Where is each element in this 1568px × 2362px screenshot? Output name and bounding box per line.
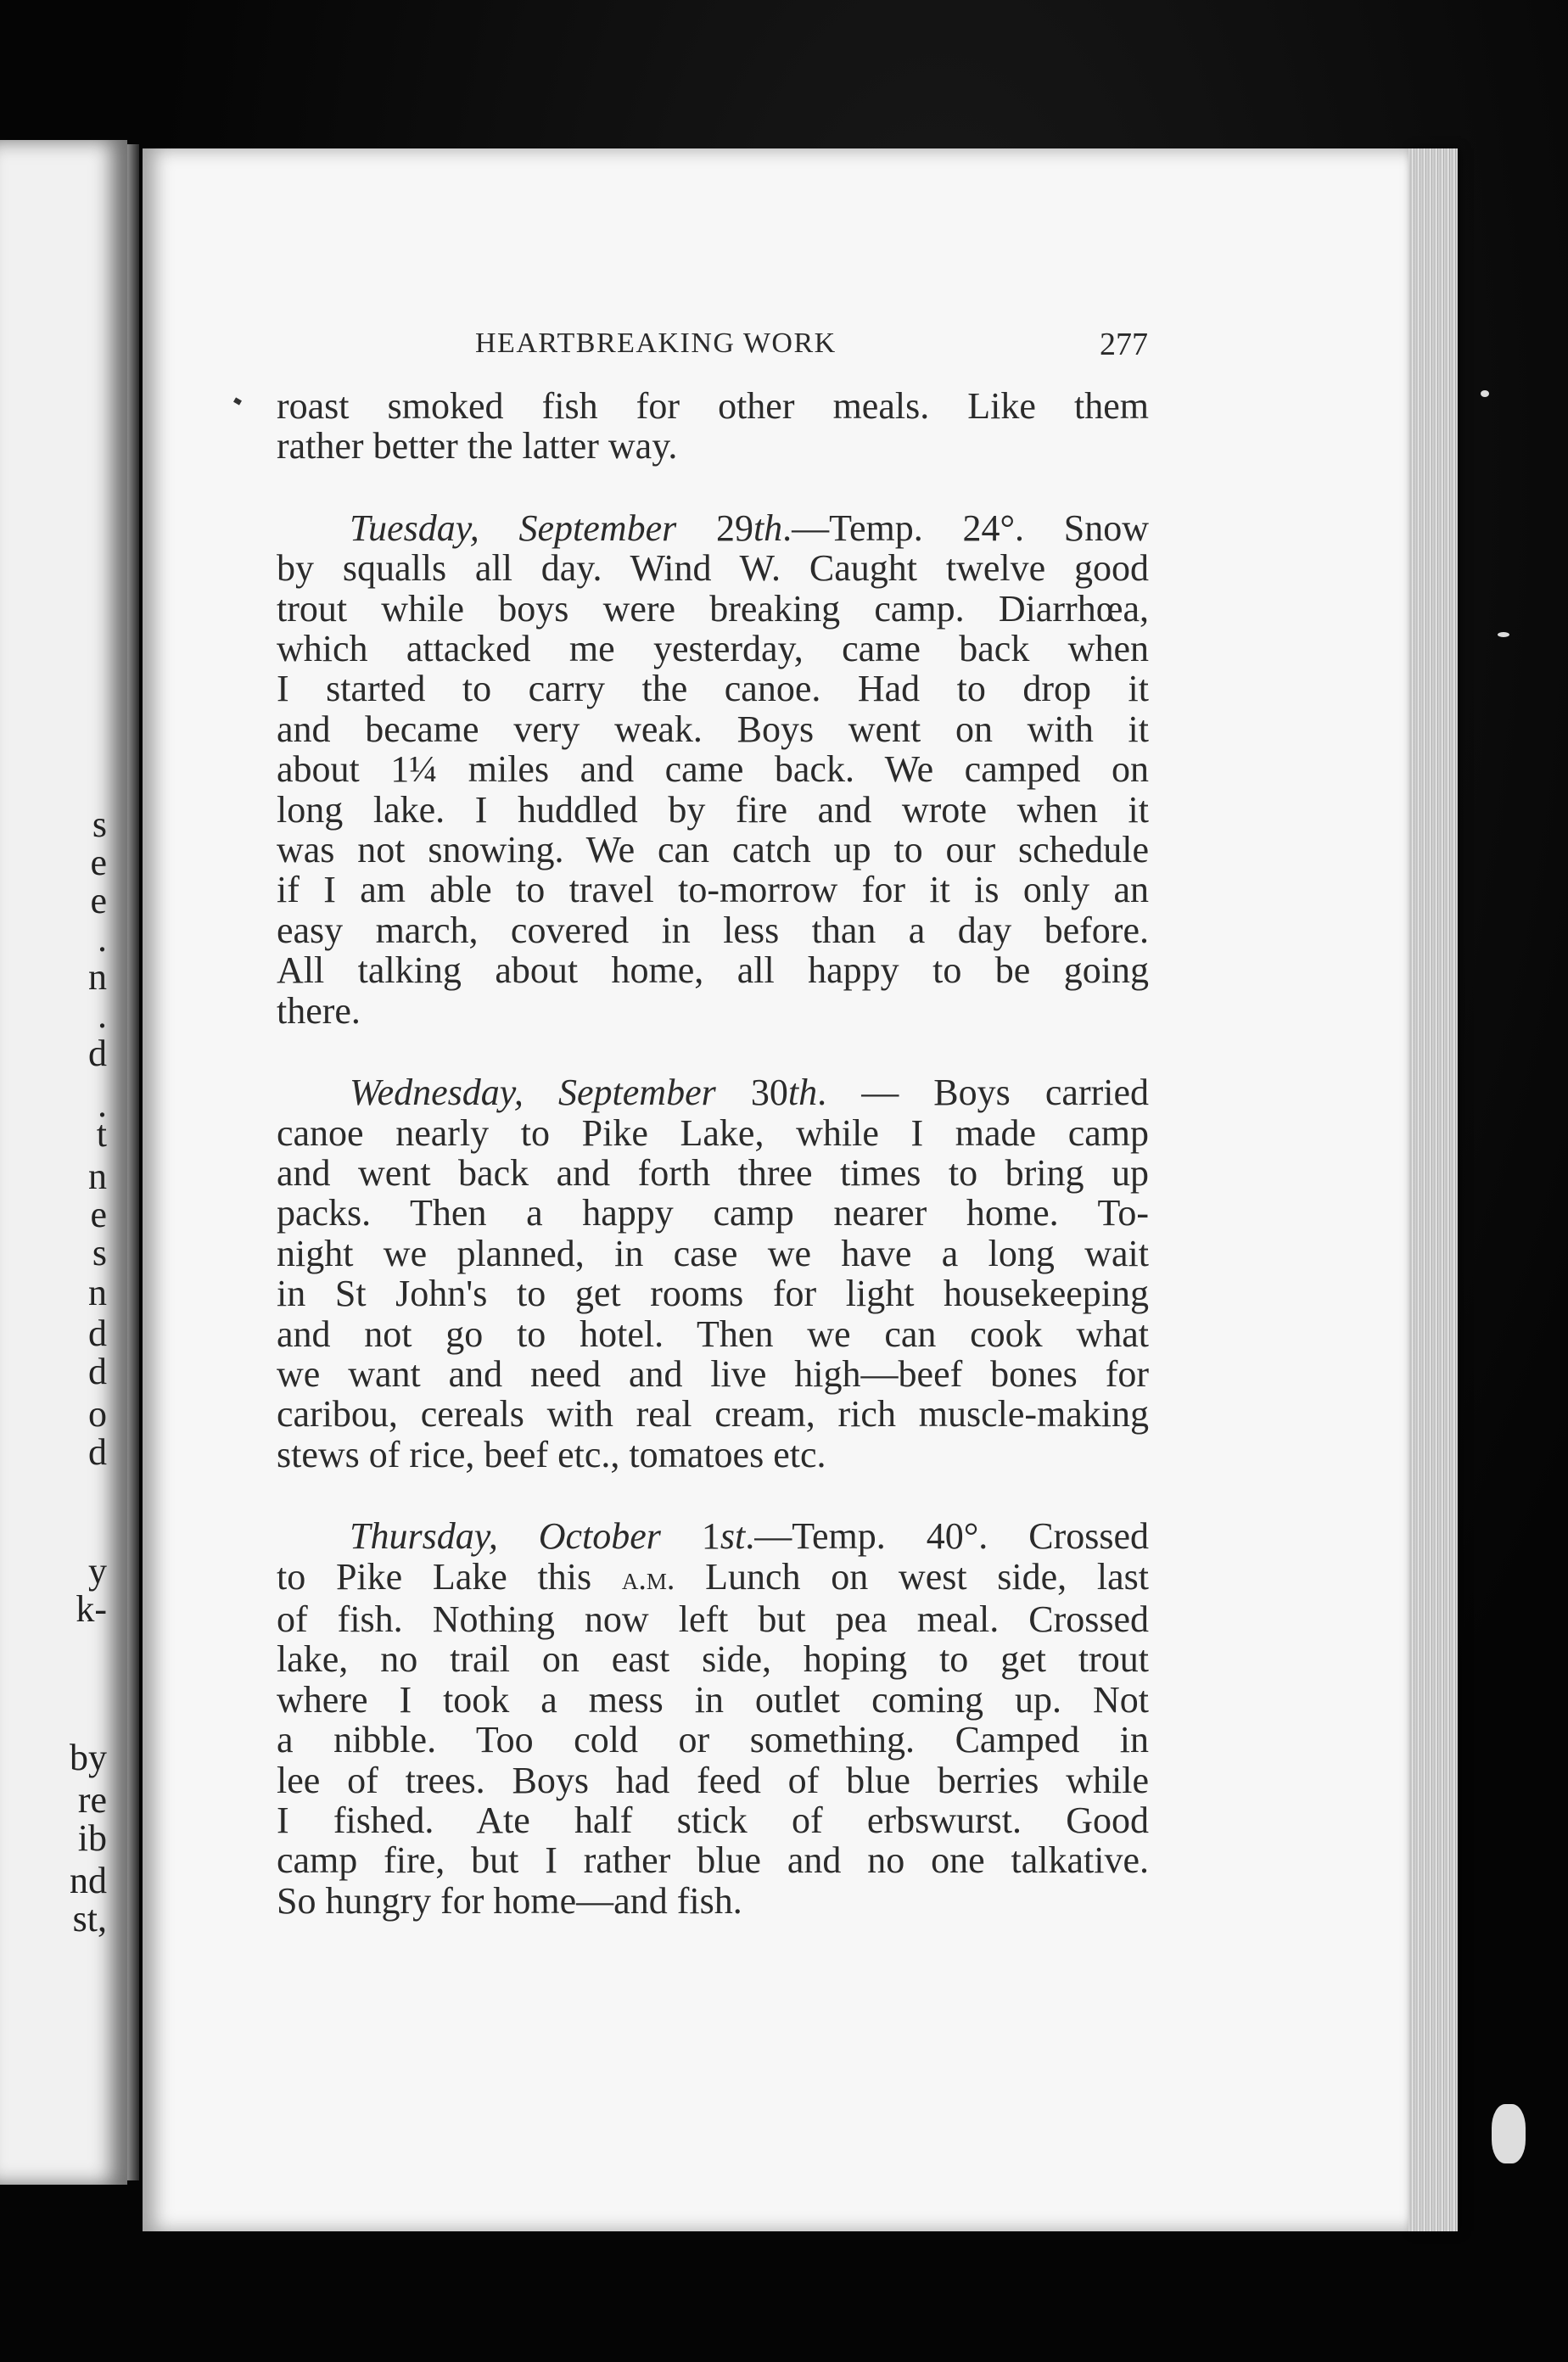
page-number: 277 (1100, 327, 1148, 362)
page-edges (1408, 148, 1458, 2231)
entry-october-1 (277, 1516, 1149, 1921)
text-line: was not snowing. We can catch up to our schedule (277, 829, 1149, 871)
dust-speck (1498, 632, 1509, 637)
left-fragment: e (90, 1194, 107, 1235)
text-line: canoe nearly to Pike Lake, while I made camp (277, 1111, 1149, 1154)
text-line: All talking about home, all happy to be going (277, 949, 1149, 992)
text-line: and became very weak. Boys went on with it (277, 708, 1149, 750)
text-line: I started to carry the canoe. Had to drop it (277, 668, 1149, 710)
text-line: and not go to hotel. Then we can cook what (277, 1313, 1149, 1355)
left-fragment: t (96, 1113, 107, 1155)
text-line: stews of rice, beef etc., tomatoes etc. (277, 1433, 826, 1475)
book-gutter (127, 144, 139, 2180)
text-line: where I took a mess in outlet coming up. Not (277, 1678, 1149, 1721)
entry-september-30 (277, 1072, 1149, 1475)
text-line: there. (277, 989, 361, 1032)
text-line: long lake. I huddled by fire and wrote when it (277, 788, 1149, 831)
text-line: So hungry for home—and fish. (277, 1879, 742, 1922)
left-fragment: o (88, 1393, 107, 1435)
text-line: I fished. Ate half stick of erbswurst. Good (277, 1799, 1149, 1841)
text-line: which attacked me yesterday, came back when (277, 628, 1149, 670)
left-fragment: . (98, 1083, 107, 1125)
left-fragment: e (90, 880, 107, 921)
text-line: Tuesday, September 29th.—Temp. 24°. Snow (350, 507, 1149, 549)
text-line: to Pike Lake this a.m. Lunch on west side, last (277, 1555, 1149, 1598)
dust-speck (1492, 2104, 1526, 2163)
dust-speck (1481, 390, 1489, 397)
left-fragment: st, (72, 1898, 107, 1939)
left-fragment: d (88, 1431, 107, 1473)
text-line: camp fire, but I rather blue and no one talkative. (277, 1839, 1149, 1882)
left-page (0, 140, 127, 2185)
text-line: lake, no trail on east side, hoping to get trout (277, 1638, 1149, 1681)
body-text (277, 386, 1149, 1921)
text-line: if I am able to travel to-morrow for it is only an (277, 869, 1149, 911)
left-fragment: n (88, 956, 107, 998)
text-line: roast smoked fish for other meals. Like them (277, 385, 1149, 427)
left-page-text-fragments (0, 140, 110, 2185)
text-line: trout while boys were breaking camp. Diarrhœa, (277, 587, 1149, 630)
left-fragment: . (98, 994, 107, 1036)
left-fragment: k- (76, 1588, 107, 1630)
left-fragment: d (88, 1313, 107, 1354)
text-line: about 1¼ miles and came back. We camped on (277, 748, 1149, 791)
left-fragment: e (90, 842, 107, 883)
left-fragment: n (88, 1156, 107, 1197)
text-line: night we planned, in case we have a long wait (277, 1232, 1149, 1274)
entry-september-29 (277, 508, 1149, 1031)
text-line: of fish. Nothing now left but pea meal. Crossed (277, 1598, 1149, 1640)
running-head: HEARTBREAKING WORK (475, 327, 837, 359)
left-fragment: by (70, 1737, 107, 1778)
left-fragment: d (88, 1351, 107, 1392)
text-line: and went back and forth three times to bring up (277, 1151, 1149, 1194)
text-line: a nibble. Too cold or something. Camped in (277, 1719, 1149, 1761)
text-line: packs. Then a happy camp nearer home. To- (277, 1192, 1149, 1234)
left-fragment: s (92, 1232, 107, 1273)
left-fragment: . (98, 918, 107, 960)
left-fragment: n (88, 1272, 107, 1313)
left-fragment: ib (77, 1817, 107, 1859)
text-line: caribou, cereals with real cream, rich muscle-making (277, 1393, 1149, 1436)
text-line: in St John's to get rooms for light housekeeping (277, 1273, 1149, 1315)
text-line: rather better the latter way. (277, 425, 678, 467)
left-fragment: s (92, 803, 107, 845)
text-line: Wednesday, September 30th. — Boys carried (350, 1072, 1150, 1114)
left-fragment: nd (70, 1860, 107, 1901)
text-line: easy march, covered in less than a day before. (277, 909, 1149, 951)
left-fragment: re (77, 1779, 107, 1821)
text-line: we want and need and live high—beef bones for (277, 1352, 1149, 1395)
text-line: Thursday, October 1st.—Temp. 40°. Crossed (350, 1515, 1149, 1558)
left-fragment: d (88, 1033, 107, 1074)
text-line: lee of trees. Boys had feed of blue berries while (277, 1759, 1149, 1801)
left-fragment: y (88, 1550, 107, 1592)
text-line: by squalls all day. Wind W. Caught twelve good (277, 547, 1149, 590)
paragraph-continuation (277, 386, 1149, 467)
